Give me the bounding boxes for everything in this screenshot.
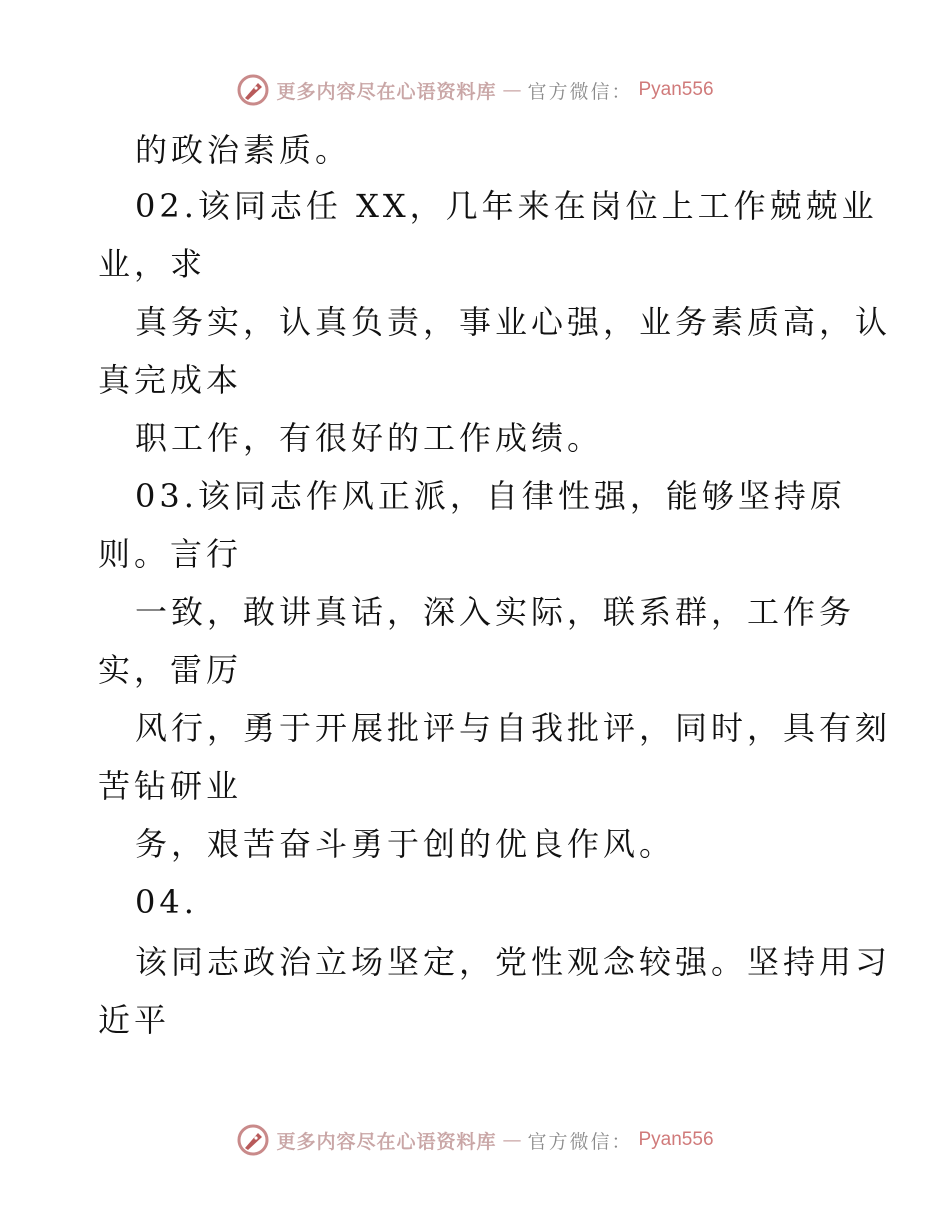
banner-wechat-id: Pyan556 — [638, 1129, 714, 1150]
pen-nib-logo-icon — [236, 1123, 270, 1157]
text-line: 业，求 — [98, 245, 207, 283]
text-line: 实，雷厉 — [98, 651, 243, 689]
banner-wechat-id: Pyan556 — [638, 79, 714, 100]
text-line: 的政治素质。 — [135, 131, 352, 169]
text-line: 务，艰苦奋斗勇于创的优良作风。 — [135, 825, 676, 863]
pen-nib-logo-icon — [236, 73, 270, 107]
text-line: 近平 — [98, 1001, 171, 1039]
text-line: 04. — [135, 883, 198, 921]
banner-wechat-label: 官方微信： — [527, 80, 633, 103]
banner-dash: — — [502, 1129, 522, 1151]
text-line: 职工作，有很好的工作成绩。 — [135, 419, 604, 457]
text-line: 该同志政治立场坚定，党性观念较强。坚持用习 — [135, 943, 892, 981]
text-line: 02.该同志任 XX，几年来在岗位上工作兢兢业 — [135, 187, 878, 225]
text-line: 真完成本 — [98, 361, 243, 399]
banner-dash: — — [502, 79, 522, 101]
banner-main-text: 更多内容尽在心语资料库 — [276, 1130, 497, 1153]
text-line: 真务实，认真负责，事业心强，业务素质高，认 — [135, 303, 892, 341]
header-banner — [0, 70, 950, 110]
text-line: 苦钻研业 — [98, 767, 243, 805]
footer-banner — [0, 1120, 950, 1160]
banner-main-text: 更多内容尽在心语资料库 — [276, 80, 497, 103]
text-line: 风行，勇于开展批评与自我批评，同时，具有刻 — [135, 709, 892, 747]
text-line: 一致，敢讲真话，深入实际，联系群，工作务 — [135, 593, 856, 631]
banner-wechat-label: 官方微信： — [527, 1130, 633, 1153]
text-line: 则。言行 — [98, 535, 243, 573]
text-line: 03.该同志作风正派，自律性强，能够坚持原 — [135, 477, 846, 515]
